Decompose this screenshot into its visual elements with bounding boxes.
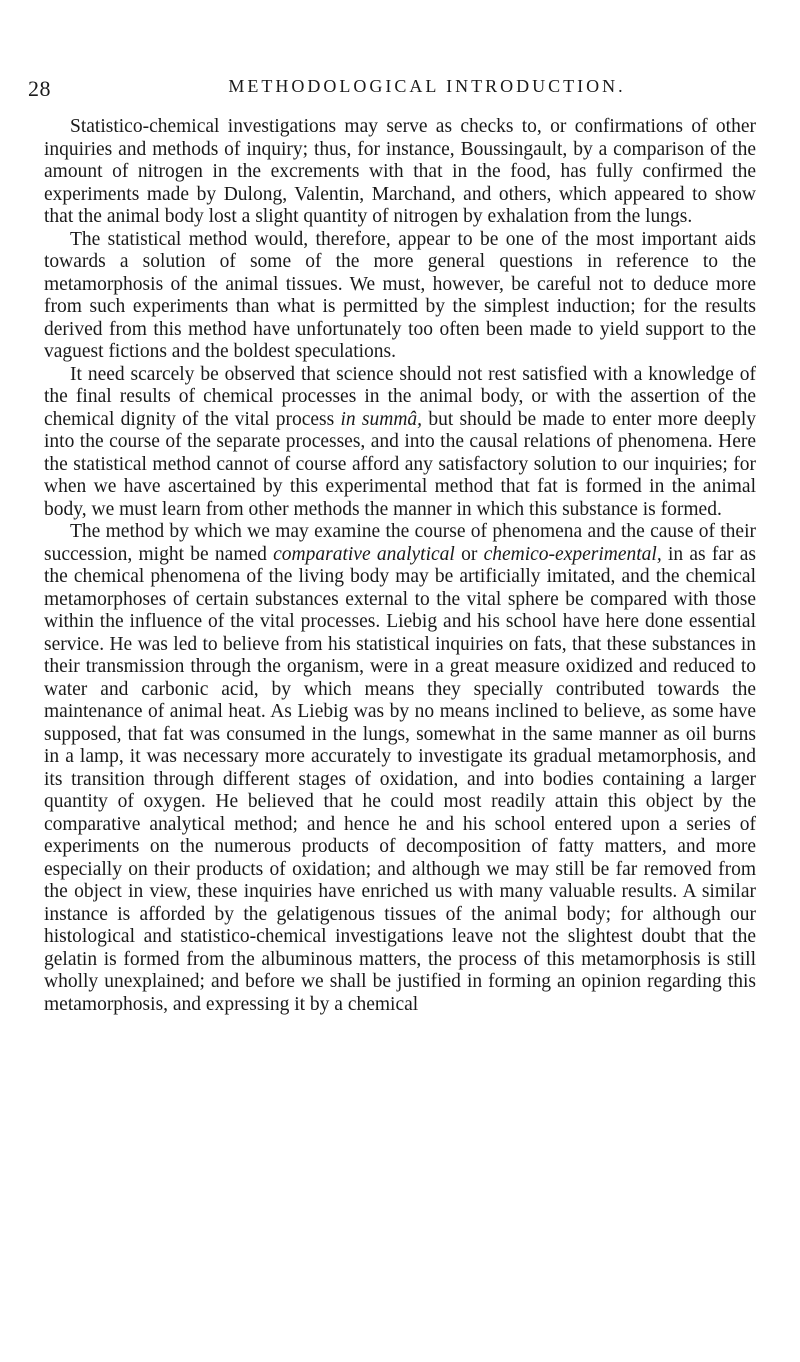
italic-phrase: comparative analytical <box>273 543 455 565</box>
text-segment: in as far as the chemical phenomena of the living body may be artificially imitated, and the chemical metamorphoses of certain substances external to the vital sphere be compared with those within the influence of the vital processes. Liebig and his school have here done essential service. He was led to believe from his statistical inquiries on fats, that these substances in their transmission through the organism, were in a great measure oxidized and reduced to water and carbonic acid, by which means they specially contributed towards the maintenance of animal heat. As Liebig was by no means inclined to believe, as some have supposed, that fat was consumed in the lungs, somewhat in the same manner as oil burns in a lamp, it was necessary more accurately to investigate its gradual metamorphosis, and its transition through different stages of oxidation, and into bodies containing a larger quantity of oxygen. He believed that he could most readily attain this object by the comparative analytical method; and hence he and his school entered upon a series of experiments on the numerous products of decomposition of fatty matters, and more especially on their products of oxidation; and although we may still be far removed from the object in view, these inquiries have enriched us with many valuable results. A similar instance is afforded by the gelatigenous tissues of the animal body; for although our histological and statistico-chemical investigations leave not the slightest doubt that the gelatin is formed from the albuminous matters, the process of this metamorphosis is still wholly unexplained; and before we shall be justified in forming an opinion regarding this metamorphosis, and expressing it by a chemical <box>44 543 756 1015</box>
text-segment: or <box>454 543 484 565</box>
paragraph <box>44 229 756 364</box>
book-page <box>28 76 756 1016</box>
text-segment: but should be made to enter more deeply into the course of the separate processes, and into the causal relations of phenomena. Here the statistical method cannot of course afford any satisfactory solution to our inquiries; for when we have ascertained by this experimental method that fat is formed in the animal body, we must learn from other methods the manner in which this substance is formed. <box>44 408 756 520</box>
paragraph <box>44 364 756 522</box>
text-segment: It need scarcely be observed that science should not rest satisfied with a knowledge of the final results of chemical processes in the animal body, or with the assertion of the chemical dignity of the vital process <box>44 363 756 430</box>
page-number: 28 <box>28 76 51 101</box>
body-text <box>44 116 756 1016</box>
italic-phrase: chemico-experimental, <box>483 543 662 565</box>
running-title: METHODOLOGICAL INTRODUCTION. <box>228 76 626 96</box>
running-head <box>28 76 756 102</box>
italic-phrase: in summâ, <box>340 408 423 430</box>
text-segment: Statistico-chemical investigations may serve as checks to, or confirmations of other inquiries and methods of inquiry; thus, for instance, Boussingault, by a comparison of the amount of nitrogen in the excrements with that in the food, has fully confirmed the experiments made by Dulong, Valentin, Marchand, and others, which appeared to show that the animal body lost a slight quantity of nitrogen by exhalation from the lungs. <box>44 116 756 227</box>
text-segment: The statistical method would, therefore, appear to be one of the most important aids towards a solution of some of the more general questions in reference to the metamorphosis of the animal tissues. We must, however, be careful not to deduce more from such experiments than what is permitted by the simplest induction; for the results derived from this method have unfortunately too often been made to yield support to the vaguest fictions and the boldest speculations. <box>44 228 756 362</box>
paragraph <box>44 521 756 1016</box>
text-segment: The method by which we may examine the course of phenomena and the cause of their succession, might be named <box>44 521 756 565</box>
paragraph <box>44 116 756 229</box>
